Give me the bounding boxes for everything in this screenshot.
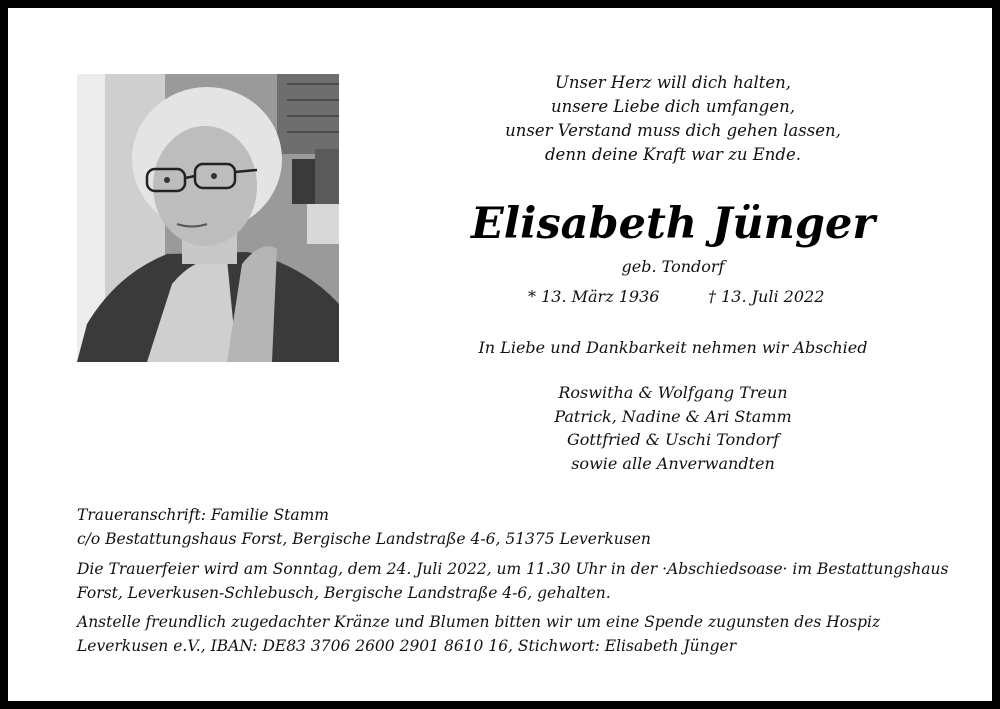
poem-line: unsere Liebe dich umfangen,	[551, 97, 795, 116]
portrait-photo	[77, 74, 339, 362]
poem	[388, 71, 958, 167]
poem-line: denn deine Kraft war zu Ende.	[545, 145, 801, 164]
maiden-name: geb. Tondorf	[621, 257, 725, 276]
donation-line: Anstelle freundlich zugedachter Kränze und Blumen bitten wir um eine Spende zugunsten des Hospiz	[77, 613, 881, 631]
mourner: Roswitha & Wolfgang Treun	[558, 383, 788, 402]
mourner: sowie alle Anverwandten	[571, 453, 775, 473]
ceremony-line: Die Trauerfeier wird am Sonntag, dem 24. Juli 2022, um 11.30 Uhr in der ·Abschiedsoase· im Bestattungshaus	[77, 560, 949, 578]
mourners-list	[388, 381, 958, 475]
address-line: Traueranschrift: Familie Stamm	[77, 506, 329, 524]
poem-line: Unser Herz will dich halten,	[554, 73, 792, 92]
portrait-image	[77, 74, 339, 362]
mourner: Gottfried & Uschi Tondorf	[566, 430, 780, 449]
birth-date: * 13. März 1936	[528, 287, 660, 306]
donation-line: Leverkusen e.V., IBAN: DE83 3706 2600 2901 8610 16, Stichwort: Elisabeth Jünger	[77, 636, 737, 655]
farewell-text: In Liebe und Dankbarkeit nehmen wir Abschied	[478, 338, 868, 357]
address-line: c/o Bestattungshaus Forst, Bergische Landstraße 4-6, 51375 Leverkusen	[77, 529, 651, 548]
donation-info	[77, 611, 941, 658]
poem-line: unser Verstand muss dich gehen lassen,	[505, 121, 841, 140]
ceremony-info	[77, 558, 949, 605]
ceremony-line: Forst, Leverkusen-Schlebusch, Bergische Landstraße 4-6, gehalten.	[77, 583, 611, 602]
mourner: Patrick, Nadine & Ari Stamm	[554, 406, 792, 426]
mourning-address	[77, 504, 941, 551]
deceased-name: Elisabeth Jünger	[471, 199, 875, 249]
death-date: † 13. Juli 2022	[708, 287, 825, 306]
